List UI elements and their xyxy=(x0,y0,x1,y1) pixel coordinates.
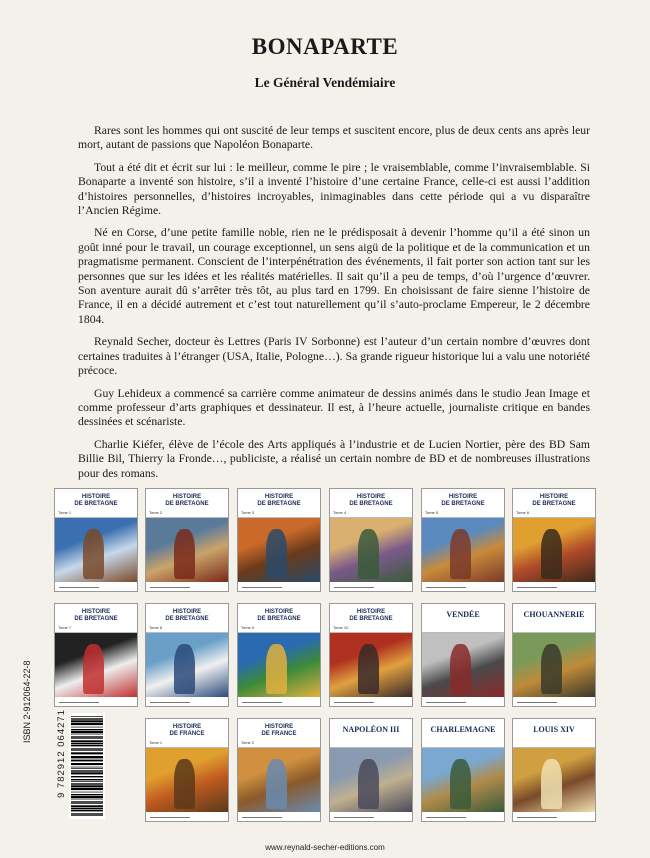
cover-footer xyxy=(146,582,228,591)
barcode-bar xyxy=(71,792,103,793)
cover-series-title: HISTOIRE DE BRETAGNE xyxy=(349,609,393,622)
cover-tome: Tome 8 xyxy=(149,625,163,630)
cover-series-title: NAPOLÉON III xyxy=(342,725,400,734)
cover-illustration xyxy=(238,632,320,697)
cover-illustration xyxy=(513,632,595,697)
cover-footer-line xyxy=(426,587,466,588)
cover-title-band xyxy=(513,604,595,633)
cover-series-title: HISTOIRE DE BRETAGNE xyxy=(74,494,118,507)
series-cover xyxy=(421,488,505,592)
cover-title-band xyxy=(55,489,137,518)
barcode-bar xyxy=(71,799,103,800)
cover-figure xyxy=(541,529,562,580)
cover-illustration xyxy=(55,517,137,582)
cover-illustration xyxy=(513,517,595,582)
barcode-bar xyxy=(71,736,103,737)
publisher-website: www.reynald-secher-editions.com xyxy=(265,843,385,852)
cover-footer-line xyxy=(517,702,557,703)
cover-footer-line xyxy=(334,817,374,818)
cover-series-title: LOUIS XIV xyxy=(533,725,575,734)
cover-tome: Tome 2 xyxy=(241,740,255,745)
cover-series-title: HISTOIRE DE BRETAGNE xyxy=(165,609,209,622)
cover-footer xyxy=(513,812,595,821)
cover-tome: Tome 1 xyxy=(149,740,163,745)
barcode-bar xyxy=(71,729,103,730)
cover-footer xyxy=(422,812,504,821)
barcode-bar xyxy=(71,737,103,738)
cover-tome: Tome 7 xyxy=(58,625,72,630)
barcode-bar xyxy=(71,760,103,761)
barcode-bar xyxy=(71,813,103,814)
barcode-bar xyxy=(71,808,103,809)
cover-footer-line xyxy=(150,702,190,703)
paragraph-reputation: Tout a été dit et écrit sur lui : le meilleur, comme le pire ; le vraisemblable, comme l’invraisemblable. Si Bonaparte a inventé son histoire, s’il a inventé l’histoire d’une certaine France, celle-ci est aussi l’addition d’histoires personnelles, d’histoires incroyables, inimaginables dans cette période qui a vu disparaître l’Ancien Régime. xyxy=(78,160,590,218)
barcode-bar xyxy=(71,794,103,795)
cover-series-title: HISTOIRE DE BRETAGNE xyxy=(74,609,118,622)
barcode-bar xyxy=(71,779,103,780)
cover-tome: Tome 4 xyxy=(333,510,347,515)
barcode-bar xyxy=(71,796,103,798)
barcode-bar xyxy=(71,814,103,815)
cover-series-title: HISTOIRE DE FRANCE xyxy=(261,724,297,737)
paragraph-biography: Né en Corse, d’une petite famille noble, rien ne le prédisposait à devenir l’homme qu’il a été sinon un goût inné pour le travail, un courage exceptionnel, un sens aigü de la politique et de la communication et un pragmatisme permanent. Conscient de l’interpénétration des événements, il fait porter son action tant sur les personnes que sur les idées et les réalités matérielles. Il sait qu’il a peu de temps, d’où l’urgence d’œuvrer. Son aventure aurait dû s’arrêter très tôt, au plus tard en 1799. En choisissant de faire sienne l’histoire de France, il en a décidé autrement et c’est tout naturellement qu’il s’auto-proclame Empereur, le 2 décembre 1804. xyxy=(78,226,590,326)
series-cover xyxy=(145,718,229,822)
cover-series-title: CHARLEMAGNE xyxy=(430,725,496,734)
cover-illustration xyxy=(55,632,137,697)
barcode-bar xyxy=(71,768,103,769)
cover-footer-line xyxy=(59,587,99,588)
barcode-bar xyxy=(71,781,103,782)
cover-footer xyxy=(513,697,595,706)
cover-title-band xyxy=(422,604,504,633)
cover-title-band xyxy=(330,719,412,748)
cover-title-band xyxy=(330,489,412,518)
cover-footer-line xyxy=(150,587,190,588)
cover-footer xyxy=(330,697,412,706)
cover-figure xyxy=(450,529,471,580)
series-cover xyxy=(237,488,321,592)
cover-tome: Tome 3 xyxy=(241,510,255,515)
cover-footer xyxy=(146,812,228,821)
cover-title-band xyxy=(422,489,504,518)
cover-footer-line xyxy=(242,702,282,703)
cover-series-title: HISTOIRE DE BRETAGNE xyxy=(257,609,301,622)
back-cover-text xyxy=(78,124,590,489)
cover-figure xyxy=(541,759,562,810)
cover-footer-line xyxy=(426,817,466,818)
cover-footer xyxy=(238,697,320,706)
series-cover xyxy=(329,718,413,822)
cover-figure xyxy=(358,644,379,695)
cover-series-title: HISTOIRE DE BRETAGNE xyxy=(165,494,209,507)
barcode-bar xyxy=(71,745,103,746)
cover-footer-line xyxy=(150,817,190,818)
cover-illustration xyxy=(238,517,320,582)
cover-figure xyxy=(266,759,287,810)
barcode-bar xyxy=(71,785,103,787)
cover-illustration xyxy=(330,632,412,697)
cover-title-band xyxy=(330,604,412,633)
series-cover xyxy=(145,603,229,707)
book-title: BONAPARTE xyxy=(251,34,399,59)
cover-footer xyxy=(330,812,412,821)
series-cover xyxy=(145,488,229,592)
cover-illustration xyxy=(422,517,504,582)
cover-series-title: CHOUANNERIE xyxy=(523,610,585,619)
series-cover xyxy=(54,488,138,592)
barcode-bar xyxy=(71,743,103,744)
cover-series-title: HISTOIRE DE BRETAGNE xyxy=(349,494,393,507)
cover-footer-line xyxy=(426,702,466,703)
barcode-bar xyxy=(71,770,103,771)
cover-title-band xyxy=(422,719,504,748)
series-cover xyxy=(237,718,321,822)
barcode-bar xyxy=(71,772,103,774)
cover-tome: Tome 10 xyxy=(333,625,349,630)
cover-illustration xyxy=(422,632,504,697)
cover-title-band xyxy=(238,604,320,633)
cover-title-band xyxy=(238,719,320,748)
cover-tome: Tome 5 xyxy=(425,510,439,515)
barcode-bar xyxy=(71,734,103,735)
series-cover xyxy=(421,603,505,707)
series-cover xyxy=(329,488,413,592)
cover-title-band xyxy=(513,719,595,748)
cover-footer xyxy=(238,582,320,591)
cover-title-band xyxy=(146,719,228,748)
cover-figure xyxy=(174,529,195,580)
cover-tome: Tome 6 xyxy=(516,510,530,515)
barcode-bar xyxy=(71,720,103,722)
barcode-bar xyxy=(71,763,103,765)
series-cover xyxy=(237,603,321,707)
cover-tome: Tome 2 xyxy=(149,510,163,515)
cover-series-title: HISTOIRE DE BRETAGNE xyxy=(532,494,576,507)
isbn-number: ISBN 2-912064-22-8 xyxy=(22,660,32,743)
cover-figure xyxy=(450,759,471,810)
cover-tome: Tome 1 xyxy=(58,510,72,515)
cover-series-title: HISTOIRE DE BRETAGNE xyxy=(441,494,485,507)
cover-footer xyxy=(55,697,137,706)
cover-title-band xyxy=(55,604,137,633)
barcode-bar xyxy=(71,723,103,725)
series-cover xyxy=(512,603,596,707)
cover-footer xyxy=(146,697,228,706)
cover-footer-line xyxy=(517,817,557,818)
paragraph-author-lehideux: Guy Lehideux a commencé sa carrière comme animateur de dessins animés dans le studio Jean Image et comme professeur d’arts graphiques et dessinateur. Il est, à l’heure actuelle, journaliste critique en bandes dessinées et scénariste. xyxy=(78,386,590,429)
barcode-bar xyxy=(71,767,103,768)
cover-footer xyxy=(513,582,595,591)
cover-illustration xyxy=(330,747,412,812)
barcode-bar xyxy=(71,716,103,717)
cover-footer xyxy=(422,697,504,706)
cover-title-band xyxy=(146,489,228,518)
barcode-bar xyxy=(71,740,103,742)
cover-title-band xyxy=(146,604,228,633)
barcode-bar xyxy=(71,776,103,777)
cover-footer-line xyxy=(242,817,282,818)
cover-footer xyxy=(238,812,320,821)
cover-illustration xyxy=(146,747,228,812)
cover-series-title: HISTOIRE DE BRETAGNE xyxy=(257,494,301,507)
cover-figure xyxy=(358,759,379,810)
cover-illustration xyxy=(422,747,504,812)
barcode-bar xyxy=(71,810,103,811)
cover-series-title: HISTOIRE DE FRANCE xyxy=(169,724,205,737)
cover-footer xyxy=(422,582,504,591)
cover-footer xyxy=(330,582,412,591)
series-cover xyxy=(329,603,413,707)
series-cover xyxy=(512,718,596,822)
cover-footer-line xyxy=(334,702,374,703)
series-cover xyxy=(54,603,138,707)
cover-figure xyxy=(266,529,287,580)
cover-footer-line xyxy=(59,702,99,703)
cover-illustration xyxy=(513,747,595,812)
cover-footer-line xyxy=(517,587,557,588)
barcode-bar xyxy=(71,788,103,790)
cover-illustration xyxy=(238,747,320,812)
cover-illustration xyxy=(330,517,412,582)
barcode-bar xyxy=(71,801,103,802)
cover-figure xyxy=(174,759,195,810)
barcode-bar xyxy=(71,727,103,728)
cover-illustration xyxy=(146,517,228,582)
barcode-bar xyxy=(71,748,103,749)
barcode-bar xyxy=(71,805,103,807)
cover-figure xyxy=(83,644,104,695)
cover-figure xyxy=(358,529,379,580)
barcode-bars xyxy=(69,713,105,819)
cover-figure xyxy=(83,529,104,580)
series-cover xyxy=(512,488,596,592)
paragraph-intro: Rares sont les hommes qui ont suscité de leur temps et suscitent encore, plus de deux cents ans après leur mort, autant de passions que Napoléon Bonaparte. xyxy=(78,124,590,152)
cover-figure xyxy=(266,644,287,695)
barcode-bar xyxy=(71,802,103,803)
barcode xyxy=(69,713,105,819)
barcode-bar xyxy=(71,752,103,754)
cover-title-band xyxy=(513,489,595,518)
book-subtitle: Le Général Vendémiaire xyxy=(254,75,396,90)
cover-footer-line xyxy=(242,587,282,588)
cover-illustration xyxy=(146,632,228,697)
barcode-bar xyxy=(71,749,103,750)
cover-figure xyxy=(541,644,562,695)
barcode-bar xyxy=(71,756,103,758)
cover-title-band xyxy=(238,489,320,518)
cover-figure xyxy=(450,644,471,695)
series-covers-grid xyxy=(54,488,596,822)
barcode-bar xyxy=(71,718,103,719)
paragraph-author-secher: Reynald Secher, docteur ès Lettres (Paris IV Sorbonne) est l’auteur d’un certain nombre d’œuvres dont certaines traduites à l’étranger (USA, Italie, Pologne…). Sa grande rigueur historique lui a valu une notoriété précoce. xyxy=(78,335,590,378)
ean-number: 9 782912 064271 xyxy=(56,709,67,798)
cover-figure xyxy=(174,644,195,695)
paragraph-illustrator-kiefer: Charlie Kiéfer, élève de l’école des Arts appliqués à l’industrie et de Lucien Nortier, père des BD Sam Billie Bil, Thierry la Fronde…, publiciste, a réalisé un certain nombre de BD et de nombreuses illustrations pour des romans. xyxy=(78,437,590,480)
barcode-bar xyxy=(71,731,103,733)
cover-tome: Tome 9 xyxy=(241,625,255,630)
cover-series-title: VENDÉE xyxy=(446,610,480,619)
series-cover xyxy=(421,718,505,822)
cover-footer xyxy=(55,582,137,591)
barcode-bar xyxy=(71,759,103,760)
cover-footer-line xyxy=(334,587,374,588)
barcode-bar xyxy=(71,783,103,784)
